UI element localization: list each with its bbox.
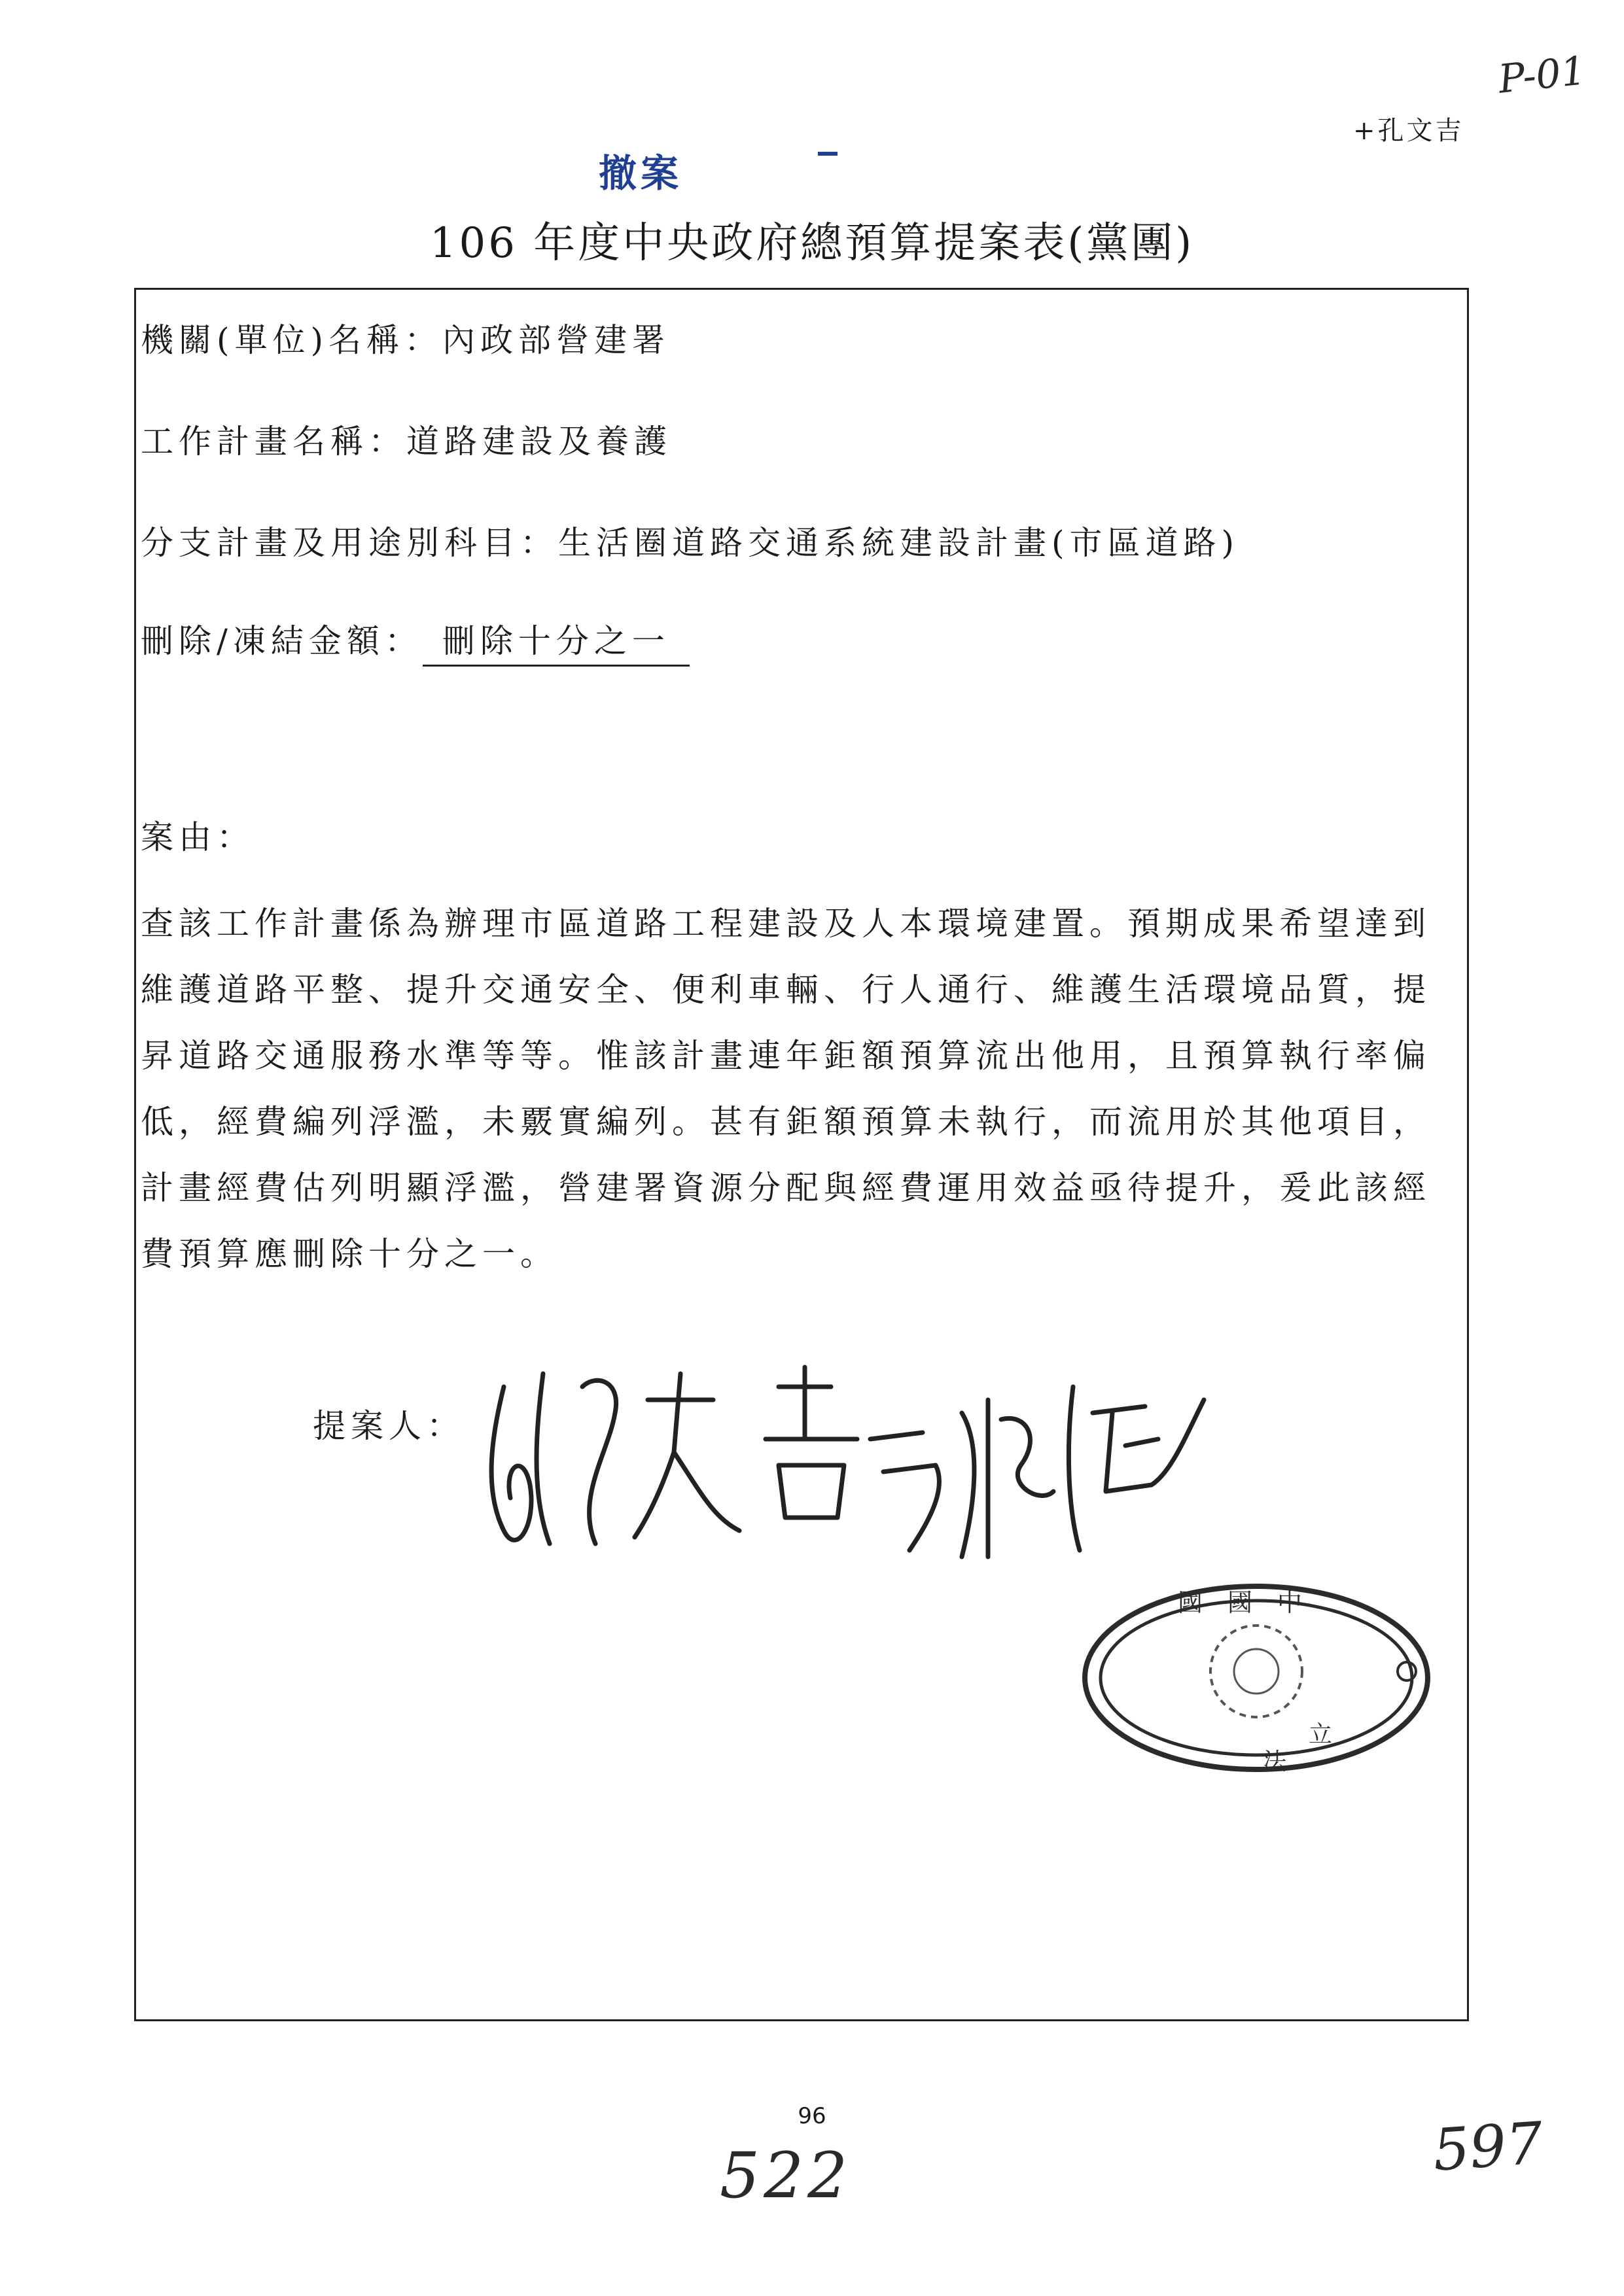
page-number: 96 [798,2103,826,2129]
subproject-label: 分支計畫及用途別科目： [141,524,558,562]
seal-text-fragment-1: 國 國 中 [1178,1588,1303,1617]
project-label: 工作計畫名稱： [141,423,406,461]
handwritten-number: 597 [1430,2109,1545,2184]
reason-body [141,891,1466,1287]
withdrawn-stamp: 撤案 [599,151,683,196]
top-right-note: +孔文吉 [1353,116,1464,146]
handwritten-signature [465,1361,1217,1576]
agency-field [141,314,670,361]
reason-line: 低，經費編列浮濫，未覈實編列。甚有鉅額預算未執行，而流用於其他項目， [141,1103,1431,1141]
proposer-label: 提案人： [313,1407,465,1445]
amount-value: 刪除十分之一 [423,615,690,667]
agency-value: 內政部營建署 [442,321,671,359]
withdrawn-dash [818,152,838,156]
reason-line: 昇道路交通服務水準等等。惟該計畫連年鉅額預算流出他用，且預算執行率偏 [141,1037,1431,1075]
handwritten-page-code: P-01 [1496,48,1589,103]
subproject-value: 生活圈道路交通系統建設計畫(市區道路) [558,524,1240,562]
handwritten-stamp-number: 522 [720,2139,852,2212]
amount-field [141,615,690,667]
project-value: 道路建設及養護 [406,423,672,461]
reason-line: 費預算應刪除十分之一。 [141,1235,558,1273]
page-title: 106 年度中央政府總預算提案表(黨團) [429,219,1195,268]
party-caucus-seal [1073,1573,1439,1783]
seal-text-fragment-2: 立 [1309,1721,1333,1748]
seal-text-fragment-3: 法 [1263,1748,1287,1775]
subproject-field [141,517,1239,564]
amount-label: 刪除/凍結金額： [141,622,423,660]
project-field [141,415,672,462]
agency-label: 機關(單位)名稱： [141,321,443,359]
seal-text: 立法院中國國民黨黨團 [1073,1573,1080,1574]
reason-line: 維護道路平整、提升交通安全、便利車輛、行人通行、維護生活環境品質，提 [141,971,1431,1009]
reason-line: 計畫經費估列明顯浮濫，營建署資源分配與經費運用效益亟待提升，爰此該經 [141,1169,1431,1207]
reason-label: 案由： [141,818,255,856]
reason-line: 查該工作計畫係為辦理市區道路工程建設及人本環境建置。預期成果希望達到 [141,905,1431,943]
